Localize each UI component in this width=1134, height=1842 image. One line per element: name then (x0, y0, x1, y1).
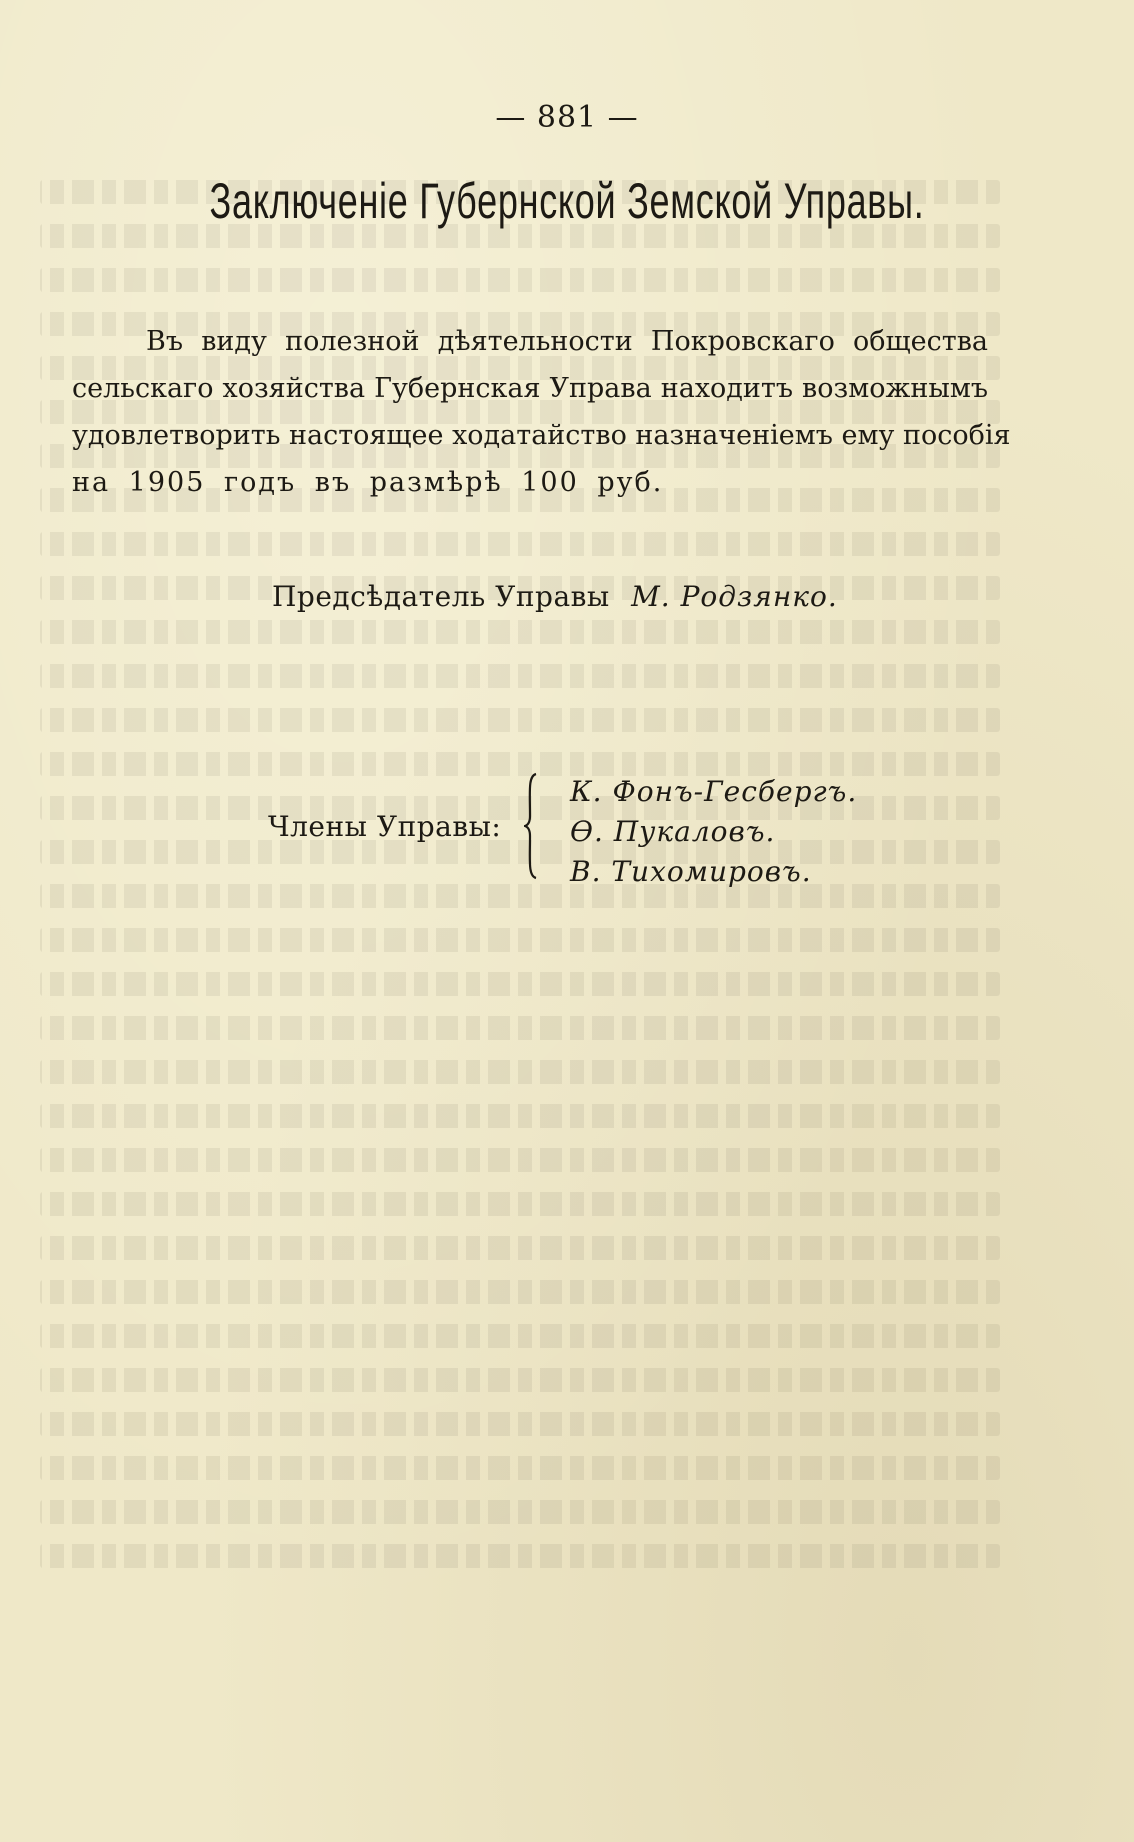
members-label: Члены Управы: (268, 810, 502, 843)
section-title: Заключеніе Губернской Земской Управы. (209, 173, 925, 229)
member-name: К. Фонъ-Гесбергъ. (570, 775, 858, 808)
curly-brace-icon (524, 772, 538, 880)
body-line: Въ виду полезной дѣятельности Покровскаго общества (146, 326, 988, 357)
member-name: В. Тихомировъ. (570, 855, 812, 888)
chairman-name: М. Родзянко. (631, 580, 838, 613)
members-list (570, 772, 857, 892)
chairman-signature-block (272, 580, 838, 613)
body-paragraph (72, 318, 1011, 506)
chairman-label: Предсѣдатель Управы (272, 580, 610, 613)
member-name: Ѳ. Пукаловъ. (570, 815, 776, 848)
body-line: удовлетворить настоящее ходатайство назначеніемъ ему пособія (72, 420, 1011, 451)
body-line: сельскаго хозяйства Губернская Управа находитъ возможнымъ (72, 373, 988, 404)
body-line: на 1905 годъ въ размѣрѣ 100 руб. (72, 467, 664, 498)
page-number: — 881 — (495, 100, 639, 135)
